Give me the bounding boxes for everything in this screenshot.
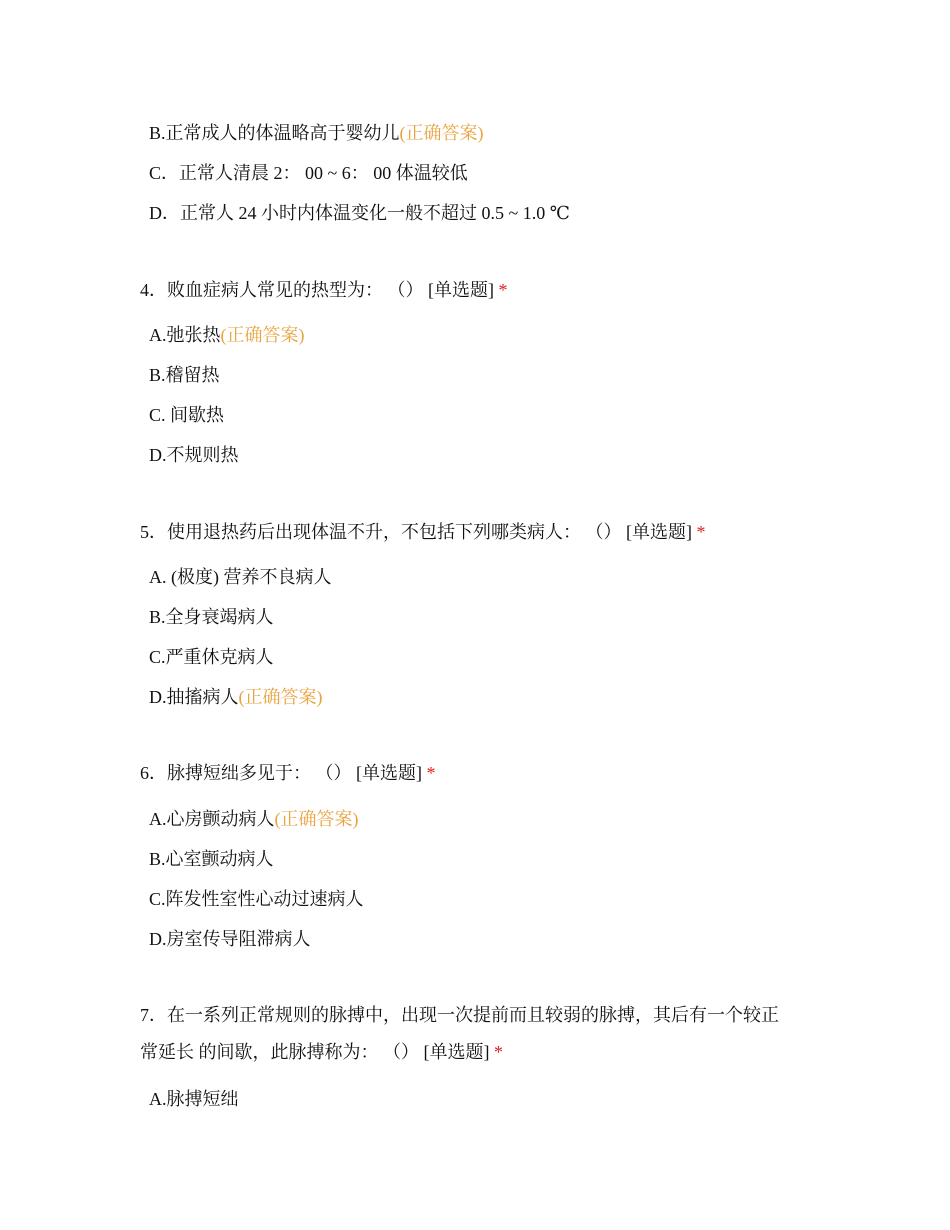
required-star: * bbox=[426, 763, 436, 783]
q4-option-c-text: C. 间歇热 bbox=[149, 405, 225, 425]
q5-option-c-text: C.严重休克病人 bbox=[149, 647, 274, 667]
required-star: * bbox=[494, 1042, 503, 1062]
q6-question-text: 6．脉搏短绌多见于： （） [单选题] bbox=[140, 763, 422, 783]
correct-answer-tag: (正确答案) bbox=[220, 325, 305, 345]
q6-option-b bbox=[149, 848, 274, 870]
q5-option-d bbox=[149, 686, 323, 708]
q5-question-text: 5．使用退热药后出现体温不升，不包括下列哪类病人： （） [单选题] bbox=[140, 522, 692, 542]
q6-option-a-text: A.心房颤动病人 bbox=[149, 809, 275, 829]
q6-option-c-text: C.阵发性室性心动过速病人 bbox=[149, 889, 364, 909]
q6-option-c bbox=[149, 888, 364, 910]
q5-option-a bbox=[149, 566, 332, 588]
q6-option-b-text: B.心室颤动病人 bbox=[149, 849, 274, 869]
correct-answer-tag: (正确答案) bbox=[238, 687, 323, 707]
required-star: * bbox=[498, 280, 508, 300]
q4-option-b-text: B.稽留热 bbox=[149, 365, 220, 385]
q7-option-a-text: A.脉搏短绌 bbox=[149, 1089, 239, 1109]
q3-option-d bbox=[149, 202, 570, 224]
q5-option-c bbox=[149, 646, 274, 668]
q6-option-d bbox=[149, 928, 311, 950]
q7-title-line1 bbox=[140, 1004, 779, 1026]
q4-option-d bbox=[149, 444, 239, 466]
q5-option-b bbox=[149, 606, 274, 628]
required-star: * bbox=[696, 522, 706, 542]
q3-option-c-text: C．正常人清晨 2： 00 ~ 6： 00 体温较低 bbox=[149, 163, 468, 183]
q3-option-b-text: B.正常成人的体温略高于婴幼儿 bbox=[149, 123, 400, 143]
q5-title bbox=[140, 521, 706, 543]
q4-option-b bbox=[149, 364, 220, 386]
q6-option-a bbox=[149, 808, 359, 830]
q4-question-text: 4．败血症病人常见的热型为： （） [单选题] bbox=[140, 280, 494, 300]
q5-option-a-text: A. (极度) 营养不良病人 bbox=[149, 567, 332, 587]
correct-answer-tag: (正确答案) bbox=[274, 809, 359, 829]
q4-option-a-text: A.弛张热 bbox=[149, 325, 221, 345]
q7-question-text-2: 常延长 的间歇，此脉搏称为： （） [单选题] bbox=[140, 1042, 490, 1062]
q5-option-d-text: D.抽搐病人 bbox=[149, 687, 239, 707]
q7-question-text-1: 7．在一系列正常规则的脉搏中，出现一次提前而且较弱的脉搏，其后有一个较正 bbox=[140, 1005, 779, 1025]
q4-option-c bbox=[149, 404, 224, 426]
q7-title-line2 bbox=[140, 1041, 503, 1063]
q7-option-a bbox=[149, 1088, 239, 1110]
correct-answer-tag: (正确答案) bbox=[399, 123, 484, 143]
q3-option-c bbox=[149, 162, 468, 184]
q3-option-b bbox=[149, 122, 484, 144]
q5-option-b-text: B.全身衰竭病人 bbox=[149, 607, 274, 627]
q6-title bbox=[140, 762, 436, 784]
q4-option-a bbox=[149, 324, 305, 346]
q3-option-d-text: D．正常人 24 小时内体温变化一般不超过 0.5 ~ 1.0 ℃ bbox=[149, 203, 570, 223]
q4-option-d-text: D.不规则热 bbox=[149, 445, 239, 465]
q6-option-d-text: D.房室传导阻滞病人 bbox=[149, 929, 311, 949]
q4-title bbox=[140, 279, 508, 301]
